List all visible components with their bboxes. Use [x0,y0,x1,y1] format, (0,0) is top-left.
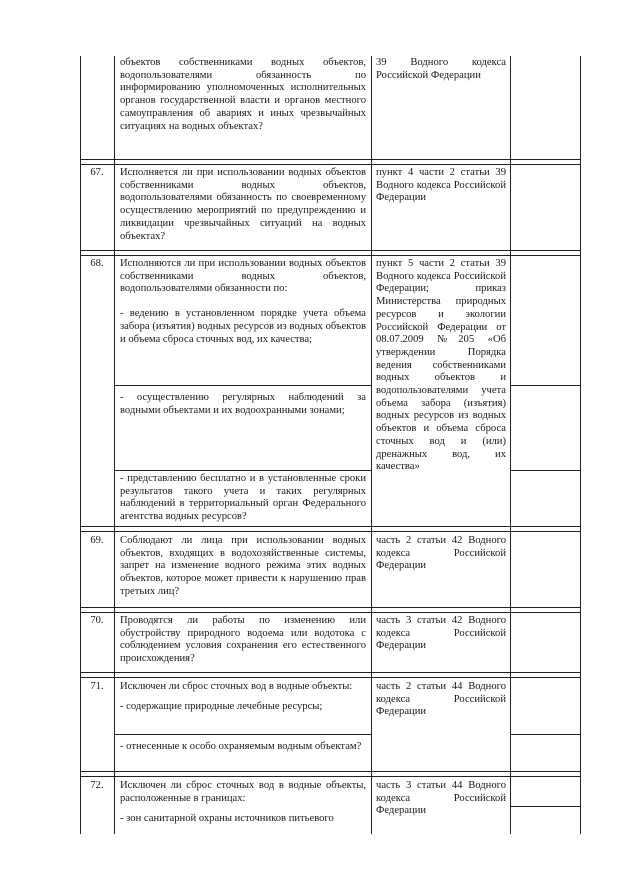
row-separator [80,607,580,608]
legal-reference: часть 3 статьи 44 Водного кодекса Российской Федерации [376,780,506,817]
row-number: 70. [90,615,104,626]
row-separator [80,159,580,160]
column-line [510,56,511,834]
row-separator [80,250,580,251]
row-number: 69. [90,535,104,546]
legal-reference: часть 3 статьи 42 Водного кодекса Российской Федерации [376,615,506,652]
row-separator [80,612,580,613]
row-separator [80,531,580,532]
row-separator [80,255,580,256]
subrow-separator [510,470,580,471]
legal-reference: часть 2 статьи 42 Водного кодекса Российской Федерации [376,535,506,572]
requirement-part: - представлению бесплатно и в установленные сроки результатов такого учета и таких регулярных наблюдений в территориальный орган Федерального агентства водных ресурсов? [120,473,366,523]
legal-reference: часть 2 статьи 44 Водного кодекса Российской Федерации [376,681,506,718]
row-separator [80,164,580,165]
row-number: 67. [90,167,104,178]
requirement-text [114,535,371,599]
requirement-part: объектов собственниками водных объектов, водопользователями обязанность по информированию уполномоченных исполнительных органов государственной власти и органов местного самоуправления об авариях и иных чрезвычайных ситуациях на водных объектах? [120,57,366,132]
requirement-text [114,258,371,346]
requirement-part: Исключен ли сброс сточных вод в водные объекты: [120,681,353,692]
requirement-text [114,167,371,243]
row-separator [80,771,580,772]
requirement-text [114,780,371,826]
requirement-text [114,57,371,133]
requirement-part: - отнесенные к особо охраняемым водным объектам? [120,741,362,752]
requirement-part: - содержащие природные лечебные ресурсы; [120,700,323,712]
requirement-text [114,473,371,524]
column-line [580,56,581,834]
legal-reference: пункт 5 части 2 статьи 39 Водного кодекса Российской Федерации; приказ Министерства природных ресурсов и экологии Российской Федерации от 08.07.2009 №205 «Об утверждении Порядка ведения собственниками водных объектов и водопользователями учета объема забора (изъятия) водных ресурсов из водных объектов и объема сброса сточных вод и (или) дренажных вод, их качества» [376,258,506,473]
subrow-separator [114,470,371,471]
requirement-text [114,681,371,713]
requirement-part: - ведению в установленном порядке учета объема забора (изъятия) водных ресурсов из водных объектов и объема сброса сточных вод, их качества; [120,308,366,345]
subrow-separator [114,385,371,386]
subrow-separator [510,385,580,386]
requirement-part: - осуществлению регулярных наблюдений за водными объектами и их водоохранными зонами; [120,392,366,416]
row-number: 72. [90,780,104,791]
subrow-separator [510,734,580,735]
row-number: 68. [90,258,104,269]
requirement-text [114,615,371,666]
requirement-text [114,741,371,754]
requirement-part: Исключен ли сброс сточных вод в водные объекты, расположенные в границах: [120,780,366,804]
row-separator [80,677,580,678]
row-separator [80,526,580,527]
requirement-part: Исполняются ли при использовании водных объектов собственниками водных объектов, водопользователями обязанности по: [120,258,366,295]
row-separator [80,672,580,673]
subrow-separator [510,806,580,807]
requirement-part: - зон санитарной охраны источников питьевого [120,813,334,825]
subrow-separator [114,734,371,735]
requirement-part: Проводятся ли работы по изменению или обустройству природного водоема или водотока с соблюдением условия сохранения его естественного происхождения? [120,615,366,665]
row-number: 71. [90,681,104,692]
requirement-part: Соблюдают ли лица при использовании водных объектов, входящих в водохозяйственные системы, запрет на изменение водного режима этих водных объектов, которое может привести к нарушению прав третьих лиц? [120,535,366,597]
legal-reference: 39 Водного кодекса Российской Федерации [376,57,506,81]
legal-reference: пункт 4 части 2 статьи 39 Водного кодекса Российской Федерации [376,167,506,204]
row-separator [80,776,580,777]
requirement-text [114,392,371,417]
requirement-part: Исполняется ли при использовании водных объектов собственниками водных объектов, водопользователями обязанность по своевременному осуществлению мероприятий по предупреждению и ликвидации чрезвычайных ситуаций на водных объектах? [120,167,366,242]
